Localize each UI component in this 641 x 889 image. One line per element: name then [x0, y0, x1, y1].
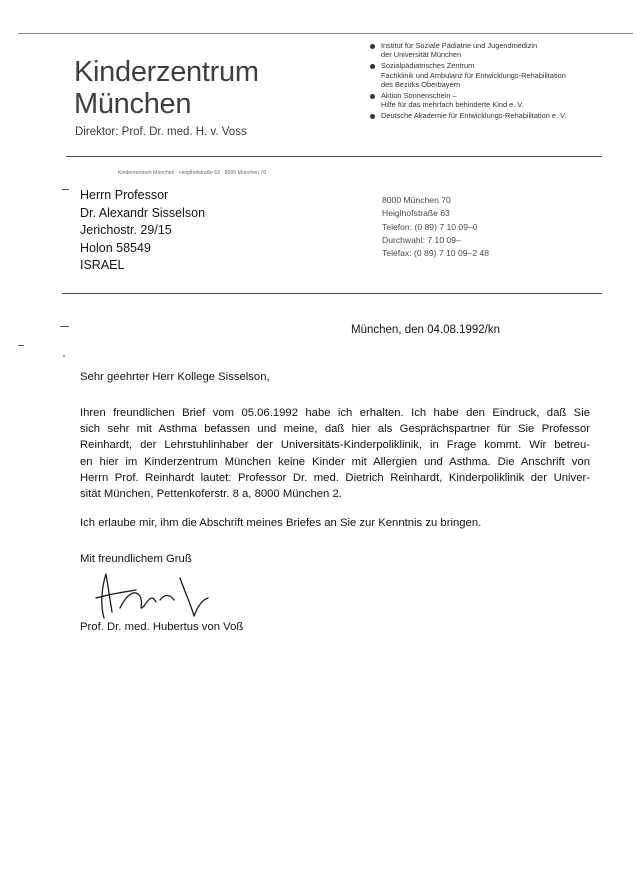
- body-line: Ihren freundlichen Brief vom 05.06.1992 habe ich erhalten. Ich habe den Eindruck, daß Sie: [80, 407, 590, 419]
- salutation: Sehr geehrter Herr Kollege Sisselson,: [80, 371, 270, 383]
- top-edge-line: [18, 33, 633, 34]
- contact-line: Telefax: (0 89) 7 10 09–2 48: [382, 248, 490, 259]
- recipient-line: Dr. Alexandr Sisselson: [80, 205, 206, 220]
- recipient-line: Herrn Professor: [80, 188, 169, 202]
- letterhead-name-line1: Kinderzentrum: [74, 56, 259, 88]
- letter-date: München, den 04.08.1992/kn: [351, 324, 500, 336]
- contact-line: Durchwahl: 7 10 09–: [382, 234, 461, 245]
- letterhead-logo: [74, 56, 259, 120]
- contact-line: Heiglhofstraße 63: [382, 208, 450, 219]
- signer-name: Prof. Dr. med. Hubertus von Voß: [80, 621, 244, 633]
- body-line: Reinhardt, der Lehrstuhlinhaber der Universitäts-Kinderpoliklinik, in Frage kommt. Wir betreu-: [80, 439, 590, 452]
- regards: Mit freundlichem Gruß: [80, 553, 192, 565]
- fold-mark: [18, 345, 24, 346]
- contact-line: Telefon: (0 89) 7 10 09–0: [382, 221, 478, 232]
- affiliation-line: Fachklinik und Ambulanz für Entwicklungs-Rehabilitation: [381, 70, 566, 80]
- letterhead-name-line2: München: [74, 88, 192, 120]
- affiliation-line: Deutsche Akademie für Entwicklungs-Rehabilitation e. V.: [381, 111, 567, 121]
- fold-mark: [60, 326, 69, 327]
- body-line: Herrn Prof. Reinhardt lautet: Professor Dr. med. Dietrich Reinhardt, Kinderpoliklinik der Univer-: [80, 471, 590, 484]
- contact-block: [382, 194, 489, 260]
- address-divider: [62, 293, 602, 294]
- director-line: Direktor: Prof. Dr. med. H. v. Voss: [75, 126, 247, 138]
- affiliation-item: [370, 91, 630, 109]
- affiliation-item: [370, 61, 630, 89]
- body-line: en hier im Kinderzentrum München keine Kinder mit Allergien und Asthma. Die Anschrift von: [80, 455, 590, 468]
- affiliation-line: Hilfe für das mehrfach behinderte Kind e. V.: [381, 100, 524, 110]
- affiliation-line: Aktion Sonnenschein –: [381, 91, 457, 101]
- bullet-icon: [370, 94, 375, 99]
- handwritten-signature: [90, 566, 220, 626]
- affiliation-line: des Bezirks Oberbayern: [381, 79, 461, 89]
- affiliation-item: [370, 41, 630, 59]
- recipient-line: ISRAEL: [80, 258, 125, 272]
- affiliation-item: [370, 111, 630, 120]
- header-divider: [66, 156, 602, 157]
- recipient-address: [80, 187, 205, 275]
- recipient-line: Jerichostr. 29/15: [80, 223, 172, 237]
- affiliation-line: der Universität München: [381, 50, 462, 60]
- affiliation-line: Sozialpädiatrisches Zentrum: [381, 61, 475, 71]
- fold-mark: [62, 189, 69, 190]
- body-line: sität München, Pettenkoferstr. 8 a, 8000 München 2.: [80, 488, 342, 501]
- sender-return-address: Kinderzentrum München · Heiglhofstraße 63 · 8000 München 70: [118, 170, 267, 176]
- contact-line: 8000 München 70: [382, 195, 451, 205]
- bullet-icon: [370, 114, 375, 119]
- closing-paragraph: Ich erlaube mir, ihm die Abschrift meines Briefes an Sie zur Kenntnis zu bringen.: [80, 517, 482, 529]
- recipient-line: Holon 58549: [80, 240, 151, 255]
- affiliation-line: Institut für Soziale Pädiatrie und Jugendmedizin: [381, 41, 538, 50]
- bullet-icon: [370, 44, 375, 49]
- letter-body: [80, 405, 590, 502]
- bullet-icon: [370, 64, 375, 69]
- body-line: sich sehr mit Asthma befassen und meine, daß hier als Gesprächspartner für Sie Professor: [80, 423, 590, 436]
- affiliations-list: [370, 41, 630, 123]
- scan-speck: [63, 355, 65, 357]
